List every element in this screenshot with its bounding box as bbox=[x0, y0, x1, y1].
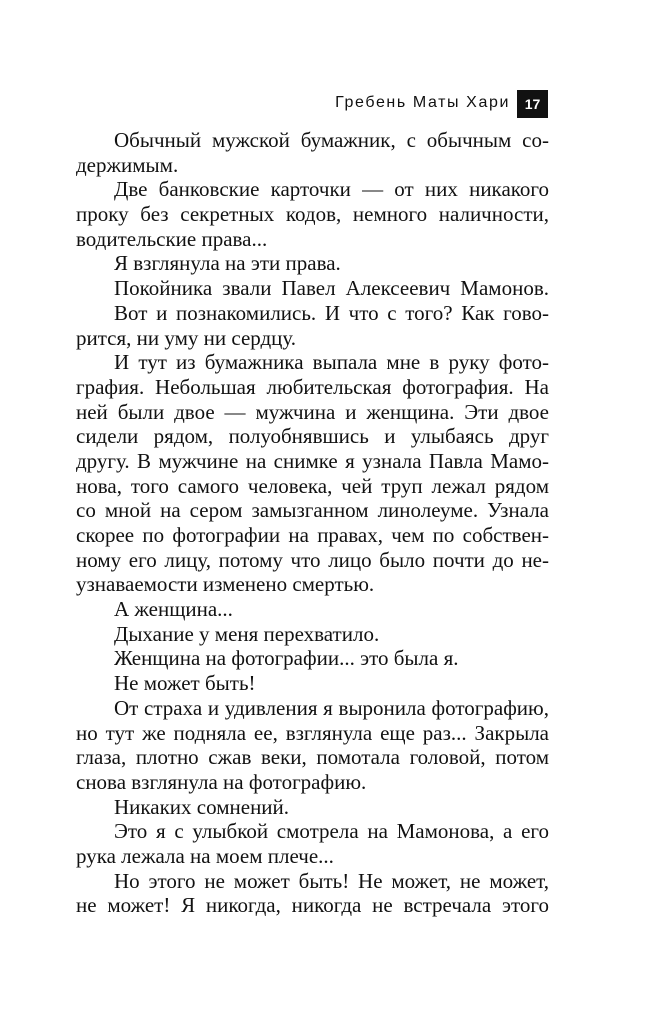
text-line: А женщина... bbox=[114, 597, 233, 622]
text-line: другу. В мужчине на снимке я узнала Павла Мамо- bbox=[76, 448, 549, 473]
text-line: рится, ни уму ни сердцу. bbox=[76, 325, 297, 350]
text-line: Я взглянула на эти права. bbox=[114, 251, 341, 276]
text-line: скорее по фотографии на правах, чем по собствен- bbox=[76, 523, 549, 547]
text-line: Это я с улыбкой смотрела на Мамонова, а его bbox=[114, 819, 549, 844]
text-line: И тут из бумажника выпала мне в руку фото- bbox=[114, 350, 549, 375]
text-line: не может! Я никогда, никогда не встречала этого bbox=[76, 893, 549, 918]
text-line: рука лежала на моем плече... bbox=[76, 843, 334, 868]
text-line: Не может быть! bbox=[114, 671, 256, 696]
text-line: графия. Небольшая любительская фотография. На bbox=[76, 374, 549, 399]
text-line: сидели рядом, полуобнявшись и улыбаясь друг bbox=[76, 424, 549, 449]
text-line: Дыхание у меня перехватило. bbox=[114, 621, 380, 646]
text-line: Женщина на фотографии... это была я. bbox=[114, 646, 459, 671]
text-line: снова взглянула на фотографию. bbox=[76, 769, 367, 794]
text-line: держимым. bbox=[76, 152, 179, 177]
text-line: Обычный мужской бумажник, с обычным со- bbox=[114, 128, 549, 152]
text-line: узнаваемости изменено смертью. bbox=[76, 572, 375, 597]
text-line: Но этого не может быть! Не может, не может, bbox=[114, 868, 549, 893]
running-title: Гребень Маты Хари bbox=[335, 94, 510, 111]
body-text bbox=[76, 128, 549, 918]
text-line: От страха и удивления я выронила фотографию, bbox=[114, 695, 549, 720]
page-header bbox=[330, 90, 548, 118]
text-line: проку без секретных кодов, немного наличности, bbox=[76, 202, 549, 227]
text-line: глаза, плотно сжав веки, помотала головой, потом bbox=[76, 745, 549, 770]
text-line: но тут же подняла ее, взглянула еще раз... Закрыла bbox=[76, 720, 549, 745]
text-line: со мной на сером замызганном линолеуме. Узнала bbox=[76, 498, 549, 523]
text-line: ному его лицу, потому что лицо было почти до не- bbox=[76, 547, 549, 572]
text-line: Никаких сомнений. bbox=[114, 794, 290, 819]
text-line: водительские права... bbox=[76, 226, 268, 251]
text-line: Вот и познакомились. И что с того? Как гово- bbox=[114, 300, 549, 325]
text-line: нова, того самого человека, чей труп лежал рядом bbox=[76, 473, 549, 498]
text-line: ней были двое — мужчина и женщина. Эти двое bbox=[76, 399, 549, 424]
text-line: Покойника звали Павел Алексеевич Мамонов. bbox=[114, 276, 549, 301]
text-line: Две банковские карточки — от них никакого bbox=[114, 177, 549, 202]
page-number: 17 bbox=[517, 90, 548, 118]
